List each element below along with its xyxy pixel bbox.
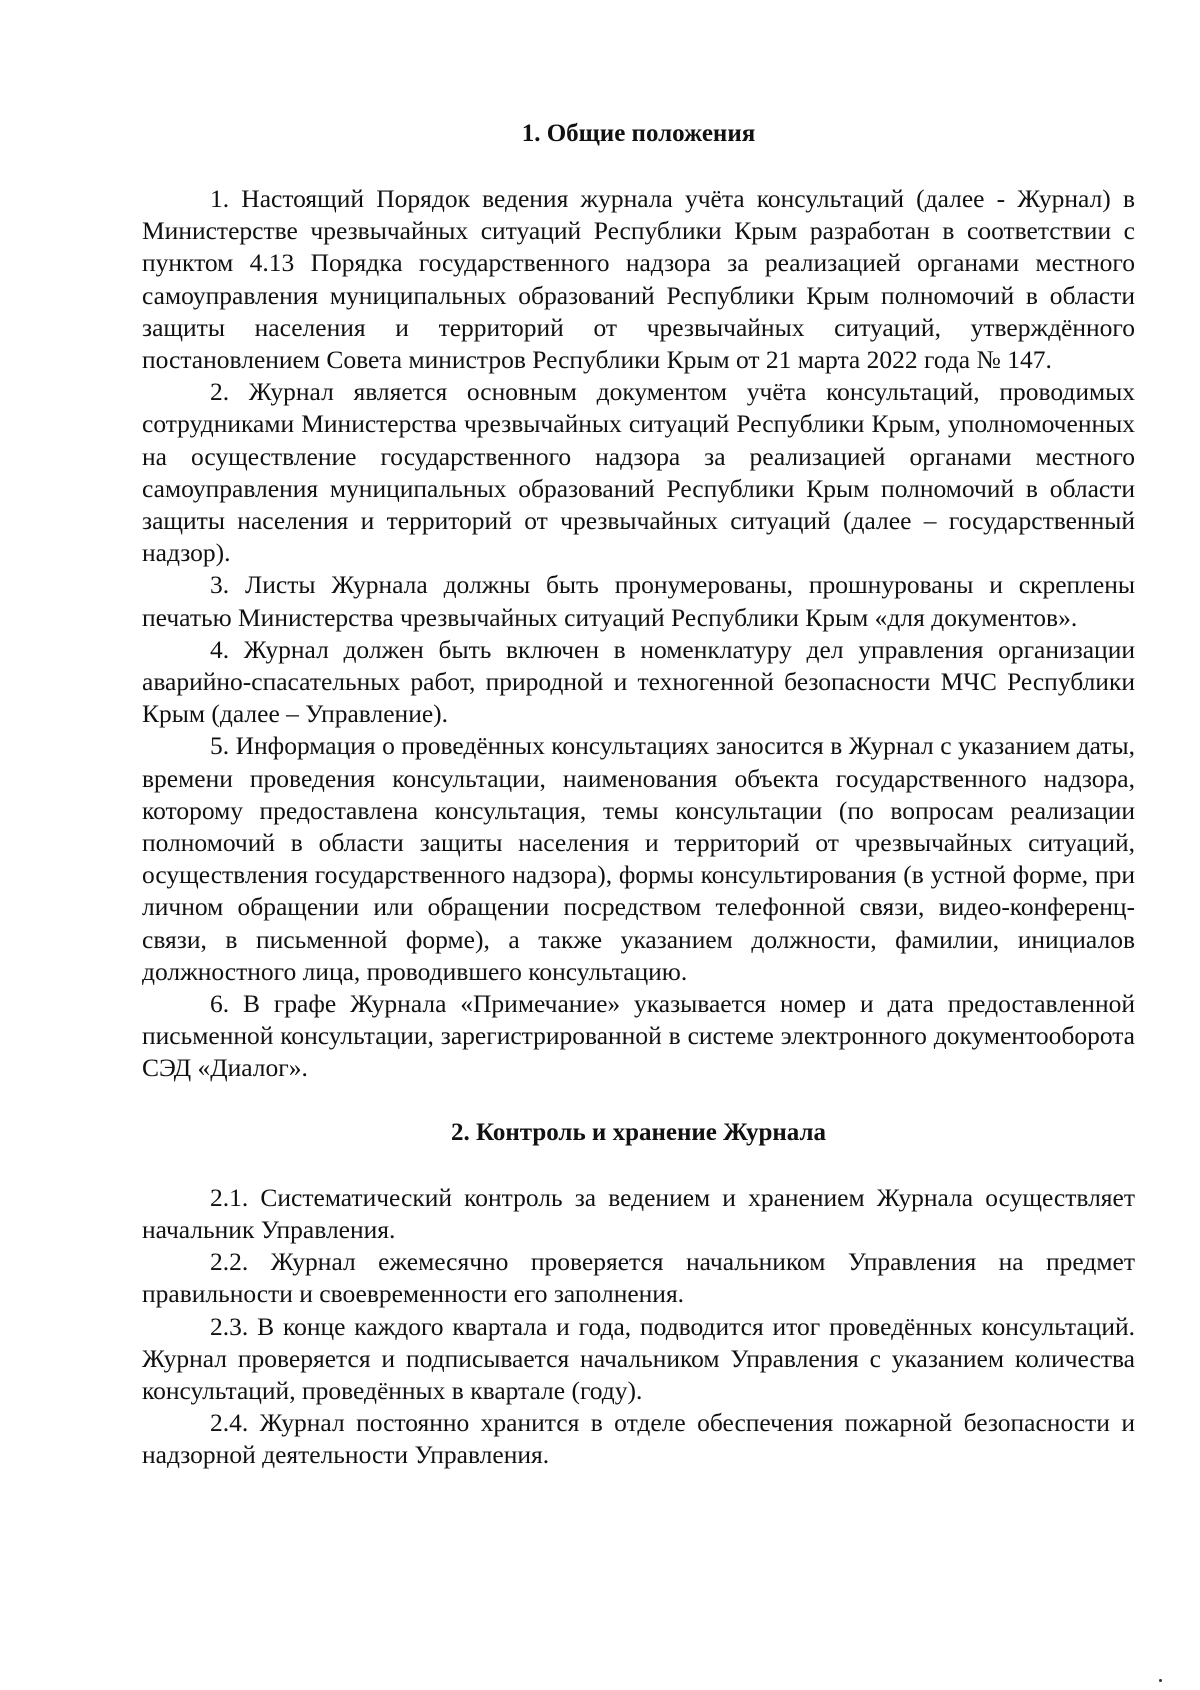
paragraph-1-2: 2. Журнал является основным документом учёта консультаций, проводимых сотрудниками Министерства чрезвычайных ситуаций Республики Крым, уполномоченных на осуществление государственного надзора за реализацией органами местного самоуправления муниципальных образований Республики Крым полномочий в области защиты населения и территорий от чрезвычайных ситуаций (далее – государственный надзор).: [142, 377, 1135, 568]
scan-speck: [1159, 1679, 1162, 1682]
section-1-title: 1. Общие положения: [521, 120, 756, 147]
paragraph-2-2: 2.2. Журнал ежемесячно проверяется начальником Управления на предмет правильности и своевременности его заполнения.: [142, 1247, 1135, 1309]
section-2-title: 2. Контроль и хранение Журнала: [450, 1118, 827, 1146]
paragraph-1-6: 6. В графе Журнала «Примечание» указывается номер и дата предоставленной письменной консультации, зарегистрированной в системе электронного документооборота СЭД «Диалог».: [142, 989, 1135, 1083]
paragraph-1-1: 1. Настоящий Порядок ведения журнала учёта консультаций (далее - Журнал) в Министерстве чрезвычайных ситуаций Республики Крым разработан в соответствии с пунктом 4.13 Порядка государственного надзора за реализацией органами местного самоуправления муниципальных образований Республики Крым полномочий в области защиты населения и территорий от чрезвычайных ситуаций, утверждённого постановлением Совета министров Республики Крым от 21 марта 2022 года № 147.: [142, 184, 1135, 375]
paragraph-2-4: 2.4. Журнал постоянно хранится в отделе обеспечения пожарной безопасности и надзорной деятельности Управления.: [142, 1408, 1135, 1470]
paragraph-2-1: 2.1. Систематический контроль за ведением и хранением Журнала осуществляет начальник Управления.: [142, 1182, 1135, 1244]
paragraph-2-3: 2.3. В конце каждого квартала и года, подводится итог проведённых консультаций. Журнал проверяется и подписывается начальником Управления с указанием количества консультаций, проведённых в квартале (году).: [142, 1311, 1135, 1405]
paragraph-1-4: 4. Журнал должен быть включен в номенклатуру дел управления организации аварийно-спасательных работ, природной и техногенной безопасности МЧС Республики Крым (далее – Управление).: [142, 634, 1135, 729]
paragraph-1-5: 5. Информация о проведённых консультациях заносится в Журнал с указанием даты, времени проведения консультации, наименования объекта государственного надзора, которому предоставлена консультация, темы консультации (по вопросам реализации полномочий в области защиты населения и территорий от чрезвычайных ситуаций, осуществления государственного надзора), формы консультирования (в устной форме, при личном обращении или обращении посредством телефонной связи, видео-конференц-связи, в письменной форме), а также указанием должности, фамилии, инициалов должностного лица, проводившего консультацию.: [142, 731, 1135, 986]
paragraph-1-3: 3. Листы Журнала должны быть пронумерованы, прошнурованы и скреплены печатью Министерства чрезвычайных ситуаций Республики Крым «для документов».: [142, 570, 1135, 632]
